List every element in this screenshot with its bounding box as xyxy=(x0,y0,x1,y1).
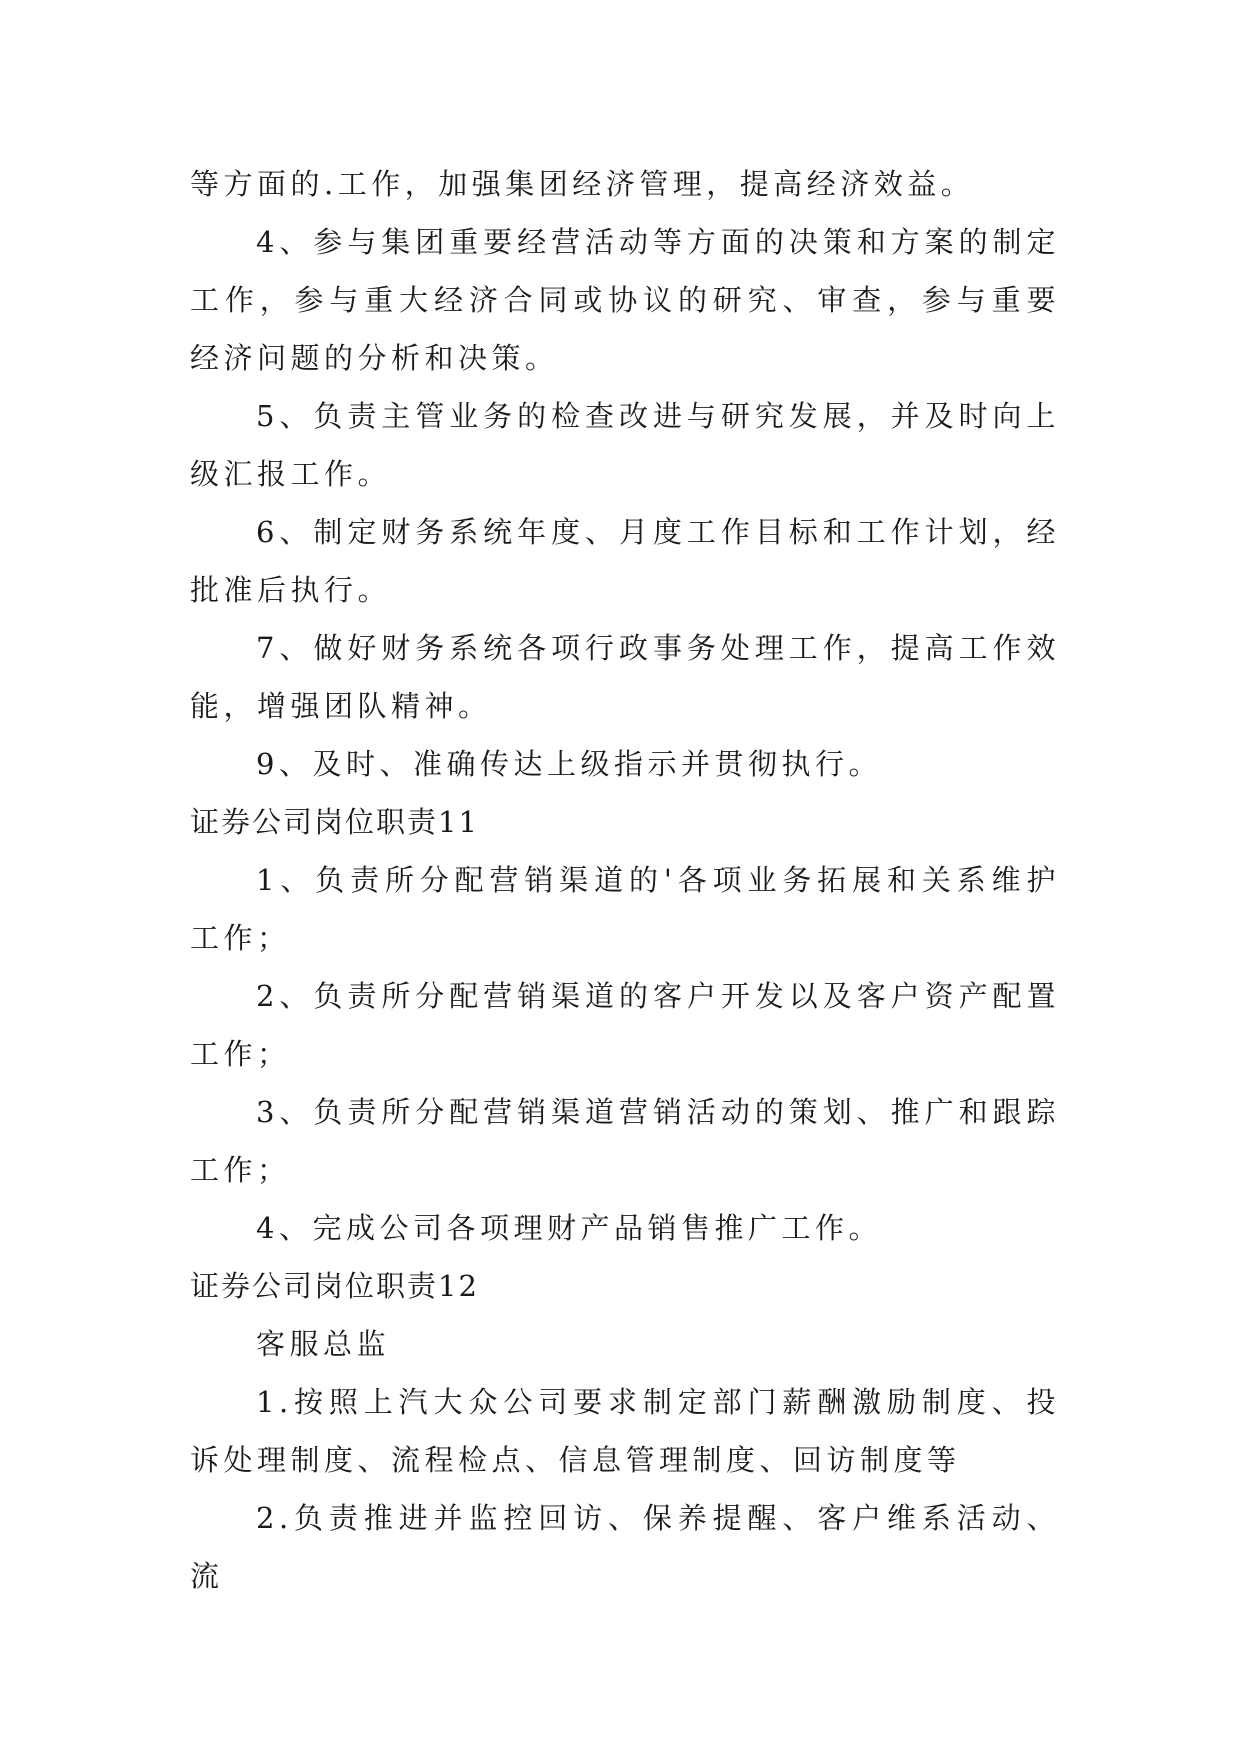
paragraph-continuation: 等方面的.工作，加强集团经济管理，提高经济效益。 xyxy=(190,167,975,201)
paragraph-s11-item-2: 2、负责所分配营销渠道的客户开发以及客户资产配置工作； xyxy=(190,979,1060,1071)
paragraph-s12-item-1: 1.按照上汽大众公司要求制定部门薪酬激励制度、投诉处理制度、流程检点、信息管理制度、回访制度等 xyxy=(190,1385,1060,1477)
section-heading-12: 证券公司岗位职责12 xyxy=(190,1269,479,1303)
paragraph-item-6: 6、制定财务系统年度、月度工作目标和工作计划，经批准后执行。 xyxy=(190,515,1060,607)
paragraph-item-4: 4、参与集团重要经营活动等方面的决策和方案的制定工作，参与重大经济合同或协议的研究、审查，参与重要经济问题的分析和决策。 xyxy=(190,225,1060,375)
paragraph-s11-item-4: 4、完成公司各项理财产品销售推广工作。 xyxy=(256,1211,882,1245)
paragraph-item-5: 5、负责主管业务的检查改进与研究发展，并及时向上级汇报工作。 xyxy=(190,399,1060,491)
paragraph-item-7: 7、做好财务系统各项行政事务处理工作，提高工作效能，增强团队精神。 xyxy=(190,631,1060,723)
paragraph-s12-item-2: 2.负责推进并监控回访、保养提醒、客户维系活动、流 xyxy=(190,1501,1060,1593)
document-content xyxy=(190,155,1060,1605)
paragraph-s12-role: 客服总监 xyxy=(256,1327,391,1361)
paragraph-item-9: 9、及时、准确传达上级指示并贯彻执行。 xyxy=(256,747,882,781)
paragraph-s11-item-1: 1、负责所分配营销渠道的'各项业务拓展和关系维护工作； xyxy=(190,863,1060,955)
section-heading-11: 证券公司岗位职责11 xyxy=(190,805,479,839)
paragraph-s11-item-3: 3、负责所分配营销渠道营销活动的策划、推广和跟踪工作； xyxy=(190,1095,1060,1187)
